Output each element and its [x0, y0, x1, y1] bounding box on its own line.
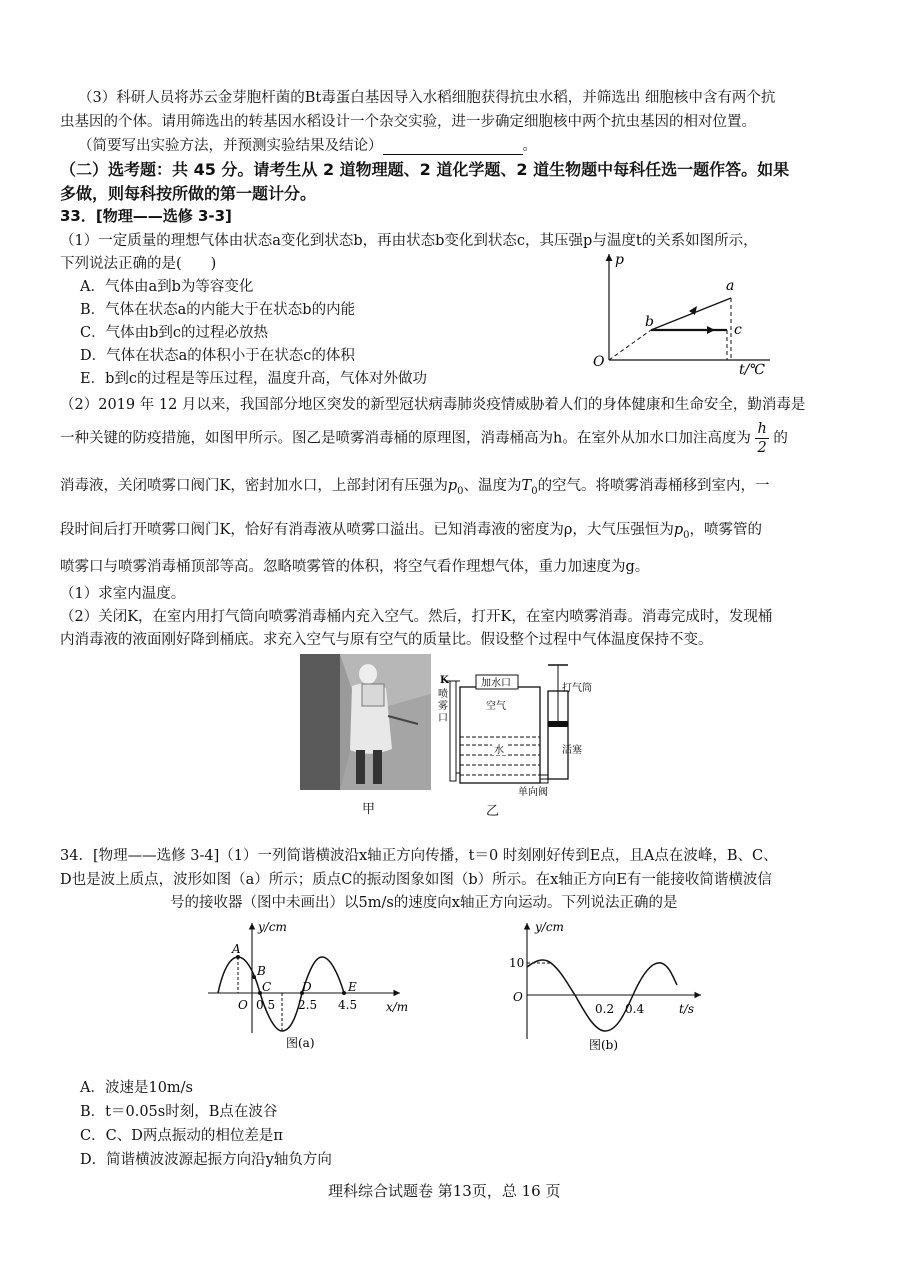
label-piston: 活塞 — [562, 745, 582, 756]
a-y-label: y/cm — [258, 920, 287, 934]
a-tick-05: 0.5 — [256, 998, 276, 1012]
a-origin: O — [238, 998, 248, 1012]
page-footer: 理科综合试题卷 第13页，总 16 页 — [328, 1182, 561, 1200]
photo-disinfection — [300, 654, 431, 790]
piston — [548, 721, 568, 727]
symbol-t0: $T_0$ — [521, 478, 538, 497]
label-air: 空气 — [486, 701, 506, 712]
b-tick-04: 0.4 — [625, 1002, 645, 1016]
b-tick-02: 0.2 — [595, 1002, 615, 1016]
q33-p2-line1: （2）2019 年 12 月以来，我国部分地区突发的新型冠状病毒肺炎疫情威胁着人们的身体健康和生命安全，勤消毒是 — [60, 397, 806, 413]
label-water-text: 水 — [494, 745, 504, 756]
q33-p2-line2 — [60, 420, 788, 457]
q33-p2-line2-end: 的 — [773, 430, 788, 447]
a-label-d: D — [302, 980, 312, 994]
a-label-e: E — [348, 980, 357, 994]
q33-option-b: B．气体在状态a的内能大于在状态b的内能 — [80, 302, 356, 318]
bio-q3-line3 — [78, 134, 537, 155]
q33-title: 33．[物理——选修 3-3] — [60, 207, 232, 225]
q33-p2-line4b: ，喷雾管的 — [689, 522, 763, 538]
q33-p1-line1: （1）一定质量的理想气体由状态a变化到状态b，再由状态b变化到状态c，其压强p与温度t的关系如图所示， — [60, 233, 758, 249]
q33-p2-line4 — [60, 518, 762, 541]
q33-p1-line2: 下列说法正确的是( ) — [60, 256, 217, 272]
bio-q3-line2: 虫基因的个体。请用筛选出的转基因水稻设计一个杂交实验，进一步确定细胞核中两个抗虫基因的相对位置。 — [60, 114, 756, 130]
frac-den: 2 — [757, 440, 767, 456]
q33-p2-line3c: 的空气。将喷雾消毒桶移到室内，一 — [537, 478, 770, 494]
label-k: K — [440, 675, 449, 686]
q33-p2-line4a: 段时间后打开喷雾口阀门K，恰好有消毒液从喷雾口溢出。已知消毒液的密度为ρ，大气压强恒为 — [60, 522, 674, 538]
q33-sub1: （1）求室内温度。 — [60, 586, 186, 602]
q33-option-e: E．b到c的过程是等压过程，温度升高，气体对外做功 — [80, 371, 427, 387]
pt-point-a: a — [726, 278, 735, 294]
q34-line2: D也是波上质点，波形如图（a）所示；质点C的振动图象如图（b）所示。在x轴正方向E有一能接收简谐横波信 — [60, 872, 772, 888]
q34-option-c: C．C、D两点振动的相位差是π — [80, 1128, 283, 1144]
bio-q3-line1: （3）科研人员将苏云金芽胞杆菌的Bt毒蛋白基因导入水稻细胞获得抗虫水稻，并筛选出 细胞核中含有两个抗 — [78, 90, 776, 106]
label-pump: 打气筒 — [562, 683, 592, 694]
sprayer-diagram — [436, 663, 596, 798]
wave-graph-a — [200, 915, 425, 1050]
q33-p2-line5: 喷雾口与喷雾消毒桶顶部等高。忽略喷雾管的体积，将空气看作理想气体，重力加速度为g。 — [60, 559, 650, 575]
b-origin: O — [513, 990, 523, 1004]
symbol-p0: $p_0$ — [447, 478, 464, 497]
label-spray-3: 口 — [438, 713, 448, 724]
label-spray-2: 雾 — [438, 701, 448, 712]
a-x-label: x/m — [386, 1000, 409, 1014]
a-point-b — [252, 975, 256, 979]
label-spray-1: 喷 — [438, 689, 448, 700]
pt-point-b: b — [645, 314, 654, 330]
answer-blank — [383, 140, 523, 155]
b-x-label: t/s — [679, 1002, 695, 1016]
label-inlet: 加水口 — [481, 678, 511, 689]
a-label-a: A — [232, 942, 241, 956]
q34-option-d: D．简谐横波波源起振方向沿y轴负方向 — [80, 1152, 332, 1168]
q33-sub2-line1: （2）关闭K，在室内用打气筒向喷雾消毒桶内充入空气。然后，打开K，在室内喷雾消毒。消毒完成时，发现桶 — [60, 609, 773, 625]
b-y-tick-10: 10 — [509, 956, 525, 970]
b-y-label: y/cm — [535, 920, 564, 934]
pt-arrow-bc — [707, 326, 715, 334]
bio-q3-instruction: （简要写出实验方法，并预测实验结果及结论） — [78, 138, 383, 154]
caption-yi: 乙 — [486, 804, 500, 819]
q33-p2-line3b: 、温度为 — [463, 478, 522, 494]
pt-line-ab — [651, 298, 731, 330]
vibration-graph-b — [505, 915, 705, 1055]
bio-q3-end: 。 — [522, 138, 537, 154]
q33-p2-line3 — [60, 474, 770, 497]
a-label-c: C — [262, 980, 272, 994]
a-caption: 图(a) — [286, 1036, 315, 1050]
q33-option-a: A．气体由a到b为等容变化 — [80, 279, 254, 295]
frac-num: h — [757, 421, 767, 437]
a-point-e — [342, 991, 346, 995]
b-caption: 图(b) — [589, 1038, 619, 1052]
q33-sub2-line2: 内消毒液的液面刚好降到桶底。求充入空气与原有空气的质量比。假设整个过程中气体温度保持不变。 — [60, 632, 713, 648]
caption-jia: 甲 — [362, 802, 376, 817]
q33-p2-line3a: 消毒液，关闭喷雾口阀门K，密封加水口，上部封闭有压强为 — [60, 478, 448, 494]
pt-origin: O — [593, 354, 605, 370]
pt-x-label: t/℃ — [739, 362, 766, 378]
q34-line1: 34．[物理——选修 3-4]（1）一列简谐横波沿x轴正方向传播，t＝0 时刻刚好传到E点，且A点在波峰，B、C、 — [60, 848, 778, 864]
a-tick-45: 4.5 — [338, 998, 358, 1012]
pt-y-label: p — [615, 252, 624, 268]
q34-option-a: A．波速是10m/s — [80, 1080, 193, 1096]
q33-option-c: C．气体由b到c的过程必放热 — [80, 325, 268, 341]
a-label-b: B — [257, 964, 266, 978]
pt-point-c: c — [734, 322, 742, 338]
fraction-h-over-2 — [755, 420, 768, 457]
q34-line3: 号的接收器（图中未画出）以5m/s的速度向x轴正方向运动。下列说法正确的是 — [170, 895, 678, 911]
symbol-p0-2: $p_0$ — [673, 522, 690, 541]
a-wave-smooth — [218, 957, 344, 1031]
a-tick-25: 2.5 — [298, 998, 318, 1012]
q34-option-b: B．t＝0.05s时刻，B点在波谷 — [80, 1104, 278, 1120]
section-header-line1: （二）选考题：共 45 分。请考生从 2 道物理题、2 道化学题、2 道生物题中每科任选一题作答。如果 — [60, 160, 790, 179]
pt-graph — [585, 248, 785, 378]
q33-p2-line2-text: 一种关键的防疫措施，如图甲所示。图乙是喷雾消毒桶的原理图，消毒桶高为h。在室外从加水口加注高度为 — [60, 430, 751, 447]
section-header-line2: 多做，则每科按所做的第一题计分。 — [60, 184, 317, 203]
pt-dashed-extension — [609, 330, 651, 360]
label-valve: 单向阀 — [518, 787, 548, 798]
q33-option-d: D．气体在状态a的体积小于在状态c的体积 — [80, 348, 355, 364]
